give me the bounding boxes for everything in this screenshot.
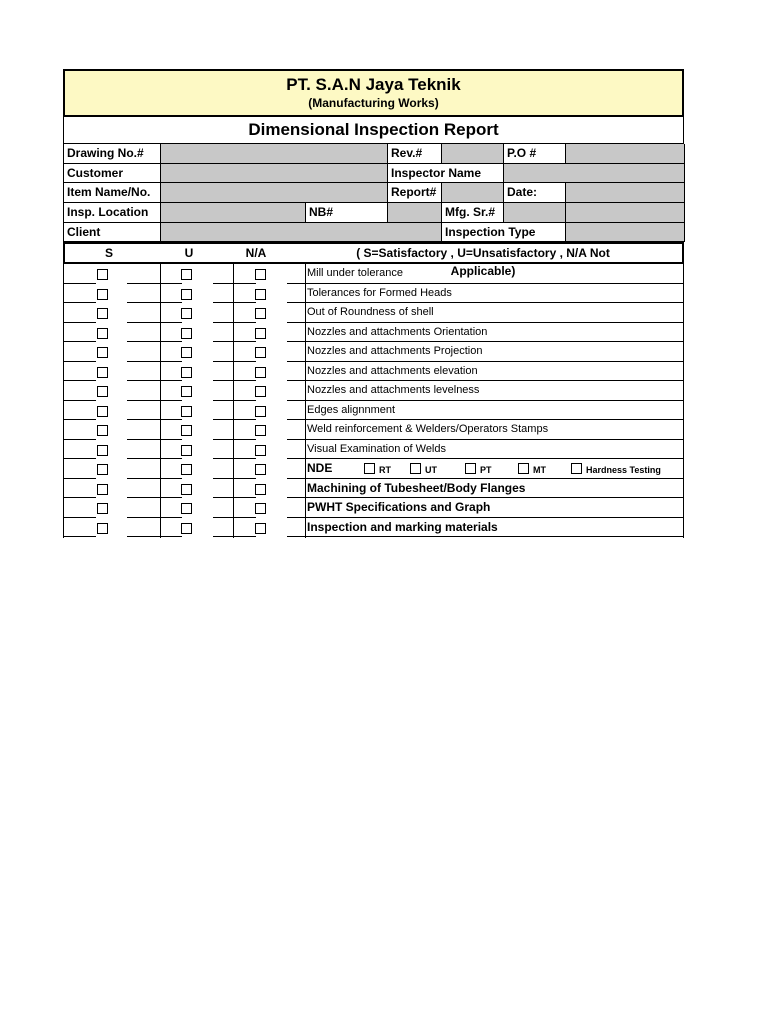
checkbox-u[interactable] <box>181 289 192 300</box>
checkbox-s[interactable] <box>97 425 108 436</box>
po-label: P.O # <box>504 144 566 164</box>
nde-checkbox-hardness-testing[interactable] <box>571 463 582 474</box>
checkbox-na[interactable] <box>255 503 266 514</box>
nde-checkbox-ut[interactable] <box>410 463 421 474</box>
info-grid <box>63 144 684 242</box>
checklist-item-label: Nozzles and attachments Projection <box>307 345 483 357</box>
checklist-row <box>63 479 684 499</box>
report-field[interactable] <box>442 183 504 203</box>
client-label: Client <box>64 223 161 242</box>
mfg-sr-label: Mfg. Sr.# <box>442 203 504 223</box>
checkbox-u[interactable] <box>181 425 192 436</box>
checkbox-na[interactable] <box>255 406 266 417</box>
checklist-row <box>63 284 684 304</box>
checkbox-s[interactable] <box>97 308 108 319</box>
checkbox-s[interactable] <box>97 503 108 514</box>
inspector-name-label: Inspector Name <box>388 164 504 183</box>
client-field[interactable] <box>161 223 442 242</box>
checklist-item-label: Nozzles and attachments Orientation <box>307 325 488 338</box>
checkbox-na[interactable] <box>255 328 266 339</box>
nb-label: NB# <box>306 203 388 223</box>
customer-field[interactable] <box>161 164 388 183</box>
checklist-item-label: Tolerances for Formed Heads <box>307 286 452 299</box>
checklist-item-label: Nozzles and attachments levelness <box>307 384 480 396</box>
nde-option-label: PT <box>480 465 492 475</box>
po-field[interactable] <box>566 144 685 164</box>
date-field[interactable] <box>566 183 685 203</box>
row-divider <box>127 536 160 537</box>
checklist-row <box>63 401 684 421</box>
checklist-row <box>63 498 684 518</box>
checkbox-u[interactable] <box>181 367 192 378</box>
item-name-field[interactable] <box>161 183 388 203</box>
checklist-item-label: Edges alignnment <box>307 403 396 416</box>
checkbox-s[interactable] <box>97 289 108 300</box>
checkbox-s[interactable] <box>97 484 108 495</box>
nde-option-label: Hardness Testing <box>586 465 661 475</box>
checklist-row <box>63 303 684 323</box>
drawing-no-label: Drawing No.# <box>64 144 161 164</box>
item-name-label: Item Name/No. <box>64 183 161 203</box>
inspection-type-field[interactable] <box>566 223 685 242</box>
checklist-row <box>63 323 684 343</box>
checklist-row <box>63 518 684 538</box>
rev-label: Rev.# <box>388 144 442 164</box>
checkbox-na[interactable] <box>255 425 266 436</box>
report-title: Dimensional Inspection Report <box>63 117 684 144</box>
checkbox-s[interactable] <box>97 367 108 378</box>
checkbox-u[interactable] <box>181 445 192 456</box>
insp-location-label: Insp. Location <box>64 203 161 223</box>
nde-checkbox-mt[interactable] <box>518 463 529 474</box>
checklist-item-label: PWHT Specifications and Graph <box>307 500 491 514</box>
checkbox-s[interactable] <box>97 328 108 339</box>
checkbox-u[interactable] <box>181 464 192 475</box>
checkbox-u[interactable] <box>181 484 192 495</box>
nde-option-label: MT <box>533 465 546 475</box>
checklist-item-label: Machining of Tubesheet/Body Flanges <box>307 480 526 495</box>
company-header <box>63 69 684 117</box>
report-label: Report# <box>388 183 442 203</box>
checkbox-na[interactable] <box>255 289 266 300</box>
checkbox-s[interactable] <box>97 464 108 475</box>
checkbox-u[interactable] <box>181 406 192 417</box>
inspection-report-sheet <box>63 69 684 538</box>
nde-option-label: RT <box>379 465 391 475</box>
checkbox-s[interactable] <box>97 386 108 397</box>
checkbox-na[interactable] <box>255 523 266 534</box>
nde-option-label: UT <box>425 465 437 475</box>
checkbox-na[interactable] <box>255 347 266 358</box>
checkbox-u[interactable] <box>181 386 192 397</box>
checklist-row <box>63 342 684 362</box>
checklist-item-label: Weld reinforcement & Welders/Operators Stamps <box>307 423 549 435</box>
checklist-item-label: Nozzles and attachments elevation <box>307 364 478 377</box>
mfg-sr-field[interactable] <box>504 203 566 223</box>
checkbox-na[interactable] <box>255 484 266 495</box>
checklist-item-label: NDE <box>307 461 333 475</box>
legend-na: N/A <box>245 246 267 260</box>
checklist-row <box>63 459 684 479</box>
inspector-name-field[interactable] <box>504 164 685 183</box>
checklist-item-label: Visual Examination of Welds <box>307 442 446 455</box>
nb-field[interactable] <box>388 203 442 223</box>
checklist-item-label: Out of Roundness of shell <box>307 306 434 318</box>
checklist-item-label: Mill under tolerance <box>307 267 403 279</box>
customer-label: Customer <box>64 164 161 183</box>
company-subtitle: (Manufacturing Works) <box>308 96 439 110</box>
checklist-row <box>63 420 684 440</box>
checkbox-na[interactable] <box>255 269 266 280</box>
checklist-row <box>63 440 684 460</box>
checkbox-na[interactable] <box>255 464 266 475</box>
checkbox-na[interactable] <box>255 367 266 378</box>
checklist-row <box>63 381 684 401</box>
legend-text: ( S=Satisfactory , U=Unsatisfactory , N/A Not Applicable) <box>356 246 610 278</box>
checkbox-na[interactable] <box>255 445 266 456</box>
nde-checkbox-rt[interactable] <box>364 463 375 474</box>
nde-checkbox-pt[interactable] <box>465 463 476 474</box>
mfg-sr-field-ext[interactable] <box>566 203 685 223</box>
row-divider <box>234 536 256 537</box>
checkbox-s[interactable] <box>97 269 108 280</box>
row-divider <box>213 536 234 537</box>
legend-u: U <box>184 246 194 260</box>
checkbox-u[interactable] <box>181 523 192 534</box>
checkbox-u[interactable] <box>181 308 192 319</box>
checkbox-na[interactable] <box>255 386 266 397</box>
checkbox-u[interactable] <box>181 503 192 514</box>
rev-field[interactable] <box>442 144 504 164</box>
date-label: Date: <box>504 183 566 203</box>
row-divider <box>287 536 306 537</box>
checkbox-s[interactable] <box>97 406 108 417</box>
legend-s: S <box>104 246 113 260</box>
checkbox-s[interactable] <box>97 523 108 534</box>
drawing-no-field[interactable] <box>161 144 388 164</box>
checkbox-u[interactable] <box>181 269 192 280</box>
checkbox-s[interactable] <box>97 347 108 358</box>
company-name: PT. S.A.N Jaya Teknik <box>286 75 461 94</box>
insp-location-field[interactable] <box>161 203 306 223</box>
row-divider <box>305 536 684 537</box>
checkbox-u[interactable] <box>181 328 192 339</box>
inspection-type-label: Inspection Type <box>442 223 566 242</box>
checklist-item-label: Inspection and marking materials <box>307 519 498 534</box>
checklist-row <box>63 264 684 284</box>
row-divider <box>63 536 96 537</box>
checklist-row <box>63 362 684 382</box>
checklist <box>63 264 684 538</box>
checkbox-s[interactable] <box>97 445 108 456</box>
row-divider <box>161 536 182 537</box>
checkbox-u[interactable] <box>181 347 192 358</box>
checkbox-na[interactable] <box>255 308 266 319</box>
